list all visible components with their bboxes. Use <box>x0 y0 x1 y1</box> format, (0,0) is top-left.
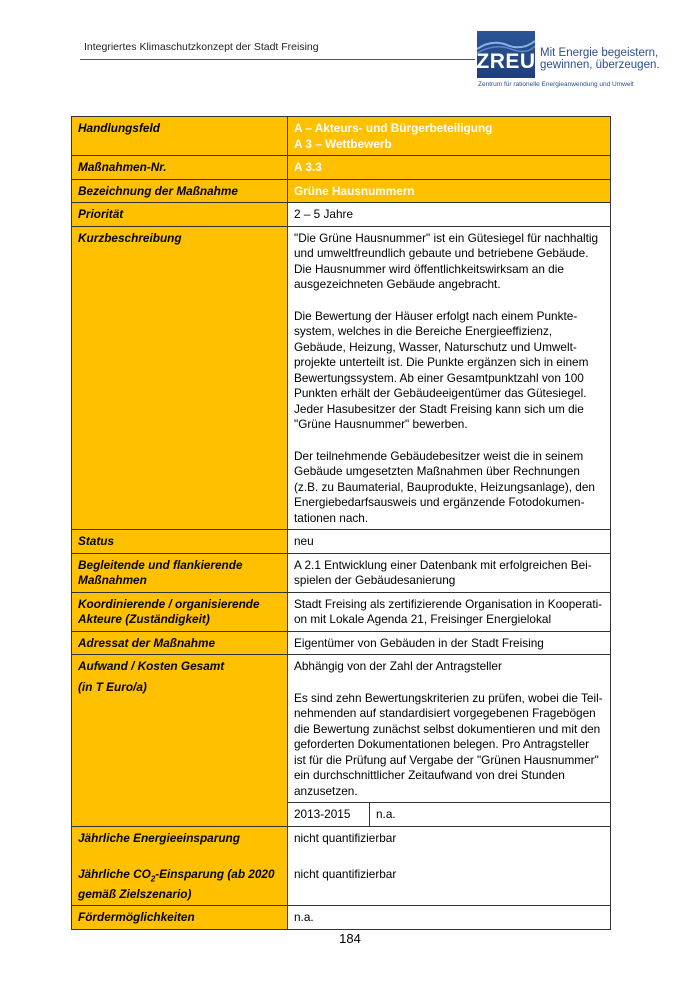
value-foerder: n.a. <box>288 906 611 930</box>
slogan-line-2: gewinnen, überzeugen. <box>540 59 660 71</box>
value-adressat: Eigentümer von Gebäuden in der Stadt Freising <box>288 631 611 655</box>
label-bezeichnung: Bezeichnung der Maßnahme <box>72 179 288 203</box>
row-prioritaet <box>72 203 611 227</box>
value-energieeinsparung: nicht quantifizierbar <box>294 830 397 845</box>
label-einsparung <box>72 826 288 906</box>
zreu-logo <box>477 31 535 78</box>
aufwand-label-line-2: (in T Euro/a) <box>78 679 147 694</box>
label-kurzbeschreibung: Kurzbeschreibung <box>72 226 288 530</box>
value-handlungsfeld <box>288 117 611 156</box>
label-aufwand <box>72 655 288 827</box>
row-bezeichnung <box>72 179 611 203</box>
logo-wave-icon <box>477 37 535 55</box>
row-adressat <box>72 631 611 655</box>
label-foerder: Fördermöglichkeiten <box>72 906 288 930</box>
row-einsparung <box>72 826 611 906</box>
aufwand-period-value: n.a. <box>376 807 396 821</box>
value-einsparung <box>288 826 611 906</box>
value-kurzbeschreibung <box>288 226 611 530</box>
co2-label-subscript: 2 <box>150 874 156 884</box>
handlungsfeld-line-1: A – Akteurs- und Bürgerbeteiligung <box>294 121 493 135</box>
label-koordinierende: Koordinierende / organisierende Akteure (Zuständigkeit) <box>72 592 288 631</box>
label-handlungsfeld: Handlungsfeld <box>72 117 288 156</box>
aufwand-period: 2013-2015 <box>288 803 370 826</box>
value-status: neu <box>288 530 611 554</box>
slogan-line-1: Mit Energie begeistern, <box>540 47 659 59</box>
header-rule <box>80 59 475 60</box>
logo-tagline: Zentrum für rationelle Energieanwendung und Umwelt <box>478 81 634 88</box>
value-bezeichnung: Grüne Hausnummern <box>288 179 611 203</box>
row-kurzbeschreibung <box>72 226 611 530</box>
value-koordinierende: Stadt Freising als zertifizierende Organisation in Kooperation mit Lokale Agenda 21, Freisinger Energielokal <box>288 592 611 631</box>
row-status <box>72 530 611 554</box>
row-foerder <box>72 906 611 930</box>
logo-text: ZREU <box>476 50 536 73</box>
aufwand-label-line-1: Aufwand / Kosten Gesamt <box>78 659 225 673</box>
kurzbeschreibung-paragraph-1: "Die Grüne Hausnummer" ist ein Gütesiegel für nachhaltig und umweltfreundlich gebaute und betriebene Gebäude. Die Hausnummer wird öffentlichkeitswirksam an die ausgezeichneten Gebäude angebracht. <box>294 230 599 291</box>
document-header-title: Integriertes Klimaschutzkonzept der Stadt Freising <box>84 41 319 53</box>
co2-label-prefix: Jährliche CO <box>78 867 151 881</box>
label-massnahmen-nr: Maßnahmen-Nr. <box>72 156 288 180</box>
label-prioritaet: Priorität <box>72 203 288 227</box>
row-handlungsfeld <box>72 117 611 156</box>
aufwand-paragraph-1: Abhängig von der Zahl der Antragsteller <box>294 659 502 673</box>
row-massnahmen-nr <box>72 156 611 180</box>
row-koordinierende <box>72 592 611 631</box>
label-adressat: Adressat der Maßnahme <box>72 631 288 655</box>
kurzbeschreibung-paragraph-3: Der teilnehmende Gebäudebesitzer weist die in seinem Gebäude umgesetzten Maßnahmen über Rechnungen (z.B. zu Baumaterial, Bauprodukte, Heizungsanlage), den Energiebedarfsausweis und ergänzende Fotodokumentationen nach. <box>294 448 595 525</box>
value-massnahmen-nr: A 3.3 <box>288 156 611 180</box>
co2-label-suffix: -Einsparung (ab 2020 gemäß Zielszenario) <box>78 867 275 901</box>
kurzbeschreibung-paragraph-2: Die Bewertung der Häuser erfolgt nach einem Punktesystem, welches in die Bereiche Energieeffizienz, Gebäude, Heizung, Wasser, Naturschutz und Umweltprojekte unterteilt ist. Die Punkte ergänzen sich in einem Bewertungssystem. Ab einer Gesamtpunktzahl von 100 Punkten erhält der Gebäudeeigentümer das Gütesiegel. Jeder Hasubesitzer der Stadt Freising kann sich um die "Grüne Hausnummer" bewerben. <box>294 308 589 431</box>
value-co2-einsparung: nicht quantifizierbar <box>294 867 397 881</box>
value-aufwand <box>288 655 611 803</box>
value-prioritaet: 2 – 5 Jahre <box>288 203 611 227</box>
handlungsfeld-line-2: A 3 – Wettbewerb <box>294 136 392 151</box>
measure-table <box>71 116 611 930</box>
row-begleitende <box>72 553 611 592</box>
value-begleitende: A 2.1 Entwicklung einer Datenbank mit erfolgreichen Beispielen der Gebäudesanierung <box>288 553 611 592</box>
label-energieeinsparung: Jährliche Energieeinsparung <box>78 830 240 845</box>
label-begleitende: Begleitende und flankierende Maßnahmen <box>72 553 288 592</box>
aufwand-paragraph-2: Es sind zehn Bewertungskriterien zu prüfen, wobei die Teilnehmenden auf standardisiert vorgegebenen Fragebögen die Bewertung zunächst selbst dokumentieren und mit den geforderten Dokumentationen belegen. Pro Antragsteller ist für die Prüfung auf Vergabe der "Grünen Hausnummer" ein durchschnittlicher Zeitaufwand von drei Stunden anzusetzen. <box>294 690 603 798</box>
logo-slogan <box>540 47 660 71</box>
row-aufwand <box>72 655 611 803</box>
aufwand-period-cell <box>288 803 611 827</box>
label-co2-einsparung <box>78 867 281 902</box>
page-number: 184 <box>339 931 361 946</box>
label-status: Status <box>72 530 288 554</box>
